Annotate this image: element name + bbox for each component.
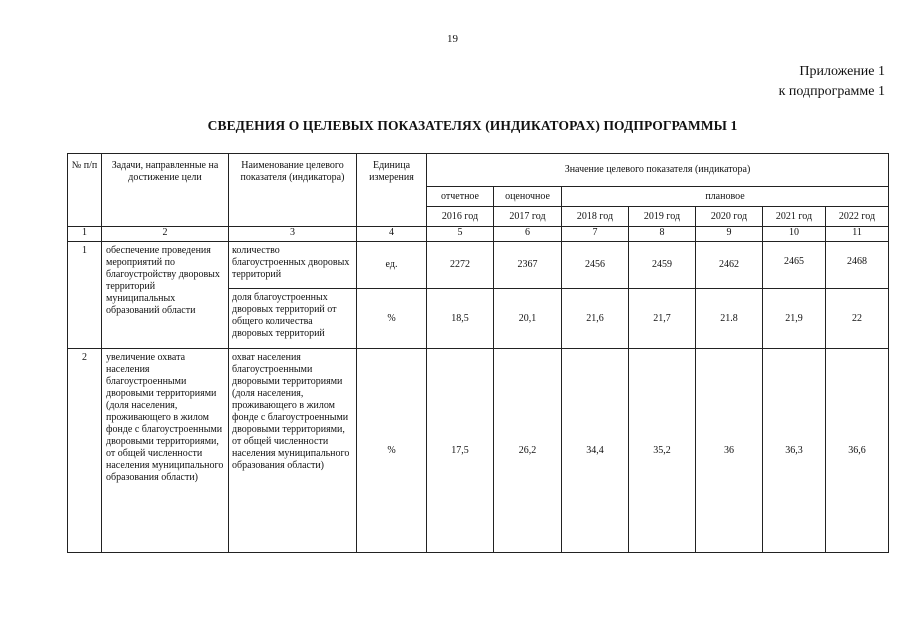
column-number: 1 bbox=[68, 227, 102, 242]
column-number: 10 bbox=[763, 227, 826, 242]
indicator-value: 18,5 bbox=[427, 289, 494, 349]
column-number: 2 bbox=[102, 227, 229, 242]
table-row bbox=[68, 242, 889, 289]
header-year: 2019 год bbox=[629, 207, 696, 227]
indicator-value: 36,6 bbox=[826, 349, 889, 553]
column-number: 4 bbox=[357, 227, 427, 242]
indicator-value: 2462 bbox=[696, 242, 763, 289]
indicator-unit: % bbox=[357, 349, 427, 553]
header-no: № п/п bbox=[68, 154, 102, 227]
indicator-value: 21.8 bbox=[696, 289, 763, 349]
task-text: обеспечение проведения мероприятий по благоустройству дворовых территорий муниципальных образований области bbox=[102, 242, 229, 349]
indicator-value: 21,6 bbox=[562, 289, 629, 349]
indicator-unit: % bbox=[357, 289, 427, 349]
header-year: 2016 год bbox=[427, 207, 494, 227]
header-value-group: Значение целевого показателя (индикатора) bbox=[427, 154, 889, 187]
table-row bbox=[68, 349, 889, 553]
header-unit: Единица измерения bbox=[357, 154, 427, 227]
indicator-value: 22 bbox=[826, 289, 889, 349]
column-number: 9 bbox=[696, 227, 763, 242]
indicator-value: 36 bbox=[696, 349, 763, 553]
indicator-name: охват населения благоустроенными дворовыми территориями (доля населения, проживающего в жилом фонде с благоустроенными дворовыми территориями, от общей численности населения муниципального образования области) bbox=[229, 349, 357, 553]
header-year: 2017 год bbox=[494, 207, 562, 227]
indicator-value: 35,2 bbox=[629, 349, 696, 553]
header-year: 2021 год bbox=[763, 207, 826, 227]
column-number: 3 bbox=[229, 227, 357, 242]
indicator-name: доля благоустроенных дворовых территорий от общего количества дворовых территорий bbox=[229, 289, 357, 349]
appendix-line-2: к подпрограмме 1 bbox=[778, 84, 885, 99]
row-number: 1 bbox=[68, 242, 102, 349]
indicator-value: 36,3 bbox=[763, 349, 826, 553]
header-year: 2018 год bbox=[562, 207, 629, 227]
header-year: 2020 год bbox=[696, 207, 763, 227]
header-indicator-name: Наименование целевого показателя (индикатора) bbox=[229, 154, 357, 227]
indicator-value: 21,7 bbox=[629, 289, 696, 349]
column-number: 6 bbox=[494, 227, 562, 242]
column-number: 7 bbox=[562, 227, 629, 242]
indicator-value: 2456 bbox=[562, 242, 629, 289]
column-number: 11 bbox=[826, 227, 889, 242]
appendix-reference bbox=[779, 62, 885, 102]
column-number: 5 bbox=[427, 227, 494, 242]
appendix-line-1: Приложение 1 bbox=[799, 64, 885, 79]
column-number: 8 bbox=[629, 227, 696, 242]
column-numbers-row bbox=[68, 227, 889, 242]
indicator-value: 20,1 bbox=[494, 289, 562, 349]
header-planned: плановое bbox=[562, 187, 889, 207]
header-estimated: оценочное bbox=[494, 187, 562, 207]
indicator-unit: ед. bbox=[357, 242, 427, 289]
indicators-table bbox=[67, 153, 889, 553]
indicator-name: количество благоустроенных дворовых территорий bbox=[229, 242, 357, 289]
indicator-value: 2367 bbox=[494, 242, 562, 289]
page-number: 19 bbox=[447, 33, 458, 45]
indicator-value: 26,2 bbox=[494, 349, 562, 553]
header-reported: отчетное bbox=[427, 187, 494, 207]
task-text: увеличение охвата населения благоустроенными дворовыми территориями (доля населения, проживающего в жилом фонде с благоустроенными дворовыми территориями, от общей численности населения муниципального образования области) bbox=[102, 349, 229, 553]
indicator-value: 2465 bbox=[763, 242, 826, 289]
row-number: 2 bbox=[68, 349, 102, 553]
indicator-value: 34,4 bbox=[562, 349, 629, 553]
document-title: СВЕДЕНИЯ О ЦЕЛЕВЫХ ПОКАЗАТЕЛЯХ (ИНДИКАТОРАХ) ПОДПРОГРАММЫ 1 bbox=[207, 118, 738, 133]
indicator-value: 17,5 bbox=[427, 349, 494, 553]
indicator-value: 2272 bbox=[427, 242, 494, 289]
indicator-value: 21,9 bbox=[763, 289, 826, 349]
indicator-value: 2468 bbox=[826, 242, 889, 289]
indicator-value: 2459 bbox=[629, 242, 696, 289]
header-year: 2022 год bbox=[826, 207, 889, 227]
header-tasks: Задачи, направленные на достижение цели bbox=[102, 154, 229, 227]
